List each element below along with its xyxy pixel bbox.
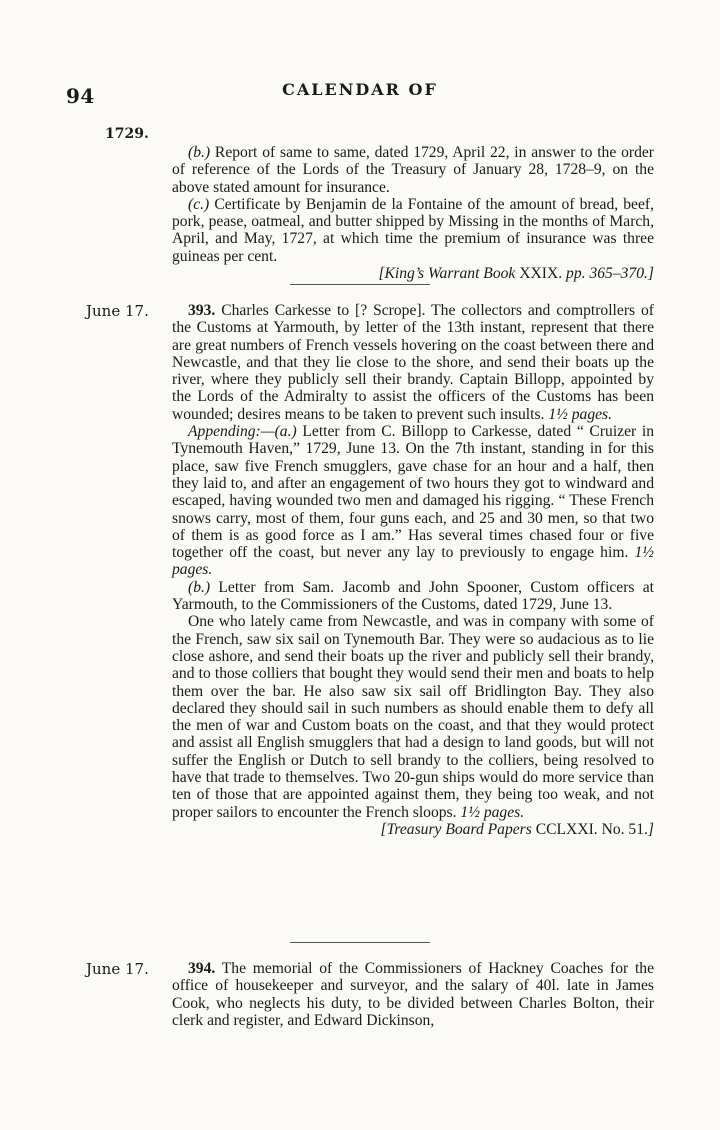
- divider: [290, 942, 430, 943]
- entry-393-summary: 393. Charles Carkesse to [? Scrope]. The collectors and comptrollers of the Customs at Yarmouth, by letter of the 13th instant, represent that there are great numbers of French vessels hovering on the coast between there and Newcastle, and that they lie close to the shore, and send their boats up the river, where they publicly sell their brandy. Captain Billopp, appointed by the Lords of the Admiralty to assist the officers of the Customs has been wounded; desires means to be taken to prevent such insults. 1½ pages.: [172, 302, 654, 423]
- margin-date-393: June 17.: [86, 302, 149, 320]
- source-citation-393: [Treasury Board Papers CCLXXI. No. 51.]: [380, 820, 654, 838]
- entry-394: [172, 960, 654, 1029]
- running-head: CALENDAR OF: [282, 80, 438, 99]
- source-citation: [King’s Warrant Book XXIX. pp. 365–370.]: [378, 265, 654, 283]
- entry-393: [172, 302, 654, 838]
- margin-date-394: June 17.: [86, 960, 149, 978]
- divider: [290, 284, 430, 285]
- entry-393-appending-a: Appending:—(a.) Letter from C. Billopp to Carkesse, dated “ Cruizer in Tynemouth Haven,” 1729, June 13. On the 7th instant, standing in for this place, saw five French smugglers, gave chase for an hour and a half, then they laid to, and after an engagement of two hours they got to windward and escaped, having wounded two men and damaged his rigging. “ These French snows carry, most of them, four guns each, and 25 and 30 men, so that two of them is as good force as I am.” Has several times chased four or five together off the coast, but never any lay to previously to engage him. 1½ pages.: [172, 423, 654, 579]
- paragraph-c: (c.) Certificate by Benjamin de la Fontaine of the amount of bread, beef, pork, pease, oatmeal, and butter shipped by Missing in the months of March, April, and May, 1727, at which time the premium of insurance was three guineas per cent.: [172, 195, 654, 265]
- margin-year: 1729.: [105, 126, 149, 142]
- paragraph-b: (b.) Report of same to same, dated 1729, April 22, in answer to the order of reference of the Lords of the Treasury of January 28, 1728–9, on the above stated amount for insurance.: [172, 144, 654, 196]
- entry-393-appending-b: (b.) Letter from Sam. Jacomb and John Spooner, Custom officers at Yarmouth, to the Commissioners of the Customs, dated 1729, June 13.: [172, 578, 654, 614]
- continuation-block: [172, 144, 654, 282]
- entry-394-summary: 394. The memorial of the Commissioners of Hackney Coaches for the office of housekeeper and surveyor, and the salary of 40l. late in James Cook, who neglects his duty, to be divided between Charles Bolton, their clerk and register, and Edward Dickinson,: [172, 960, 654, 1029]
- entry-393-appending-b-body: One who lately came from Newcastle, and was in company with some of the French, saw six sail on Tynemouth Bar. They were so audacious as to lie close ashore, and send their boats up the river and publicly sell their brandy, and to those colliers that bought they would send their men and boats to help them over the bar. He also saw six sail off Bridlington Bay. They also declared they should sail in such numbers as should enable them to defy all the men of war and Custom boats on the coast, and that they would protect and assist all English smugglers that had a design to land goods, but will not suffer the English or Dutch to sell brandy to the colliers, being resolved to have that trade to themselves. Two 20-gun ships would do more service than ten of those that are appointed against them, they being too weak, and not proper sailors to encounter the French sloops. 1½ pages.: [172, 613, 654, 821]
- page-number: 94: [66, 84, 95, 108]
